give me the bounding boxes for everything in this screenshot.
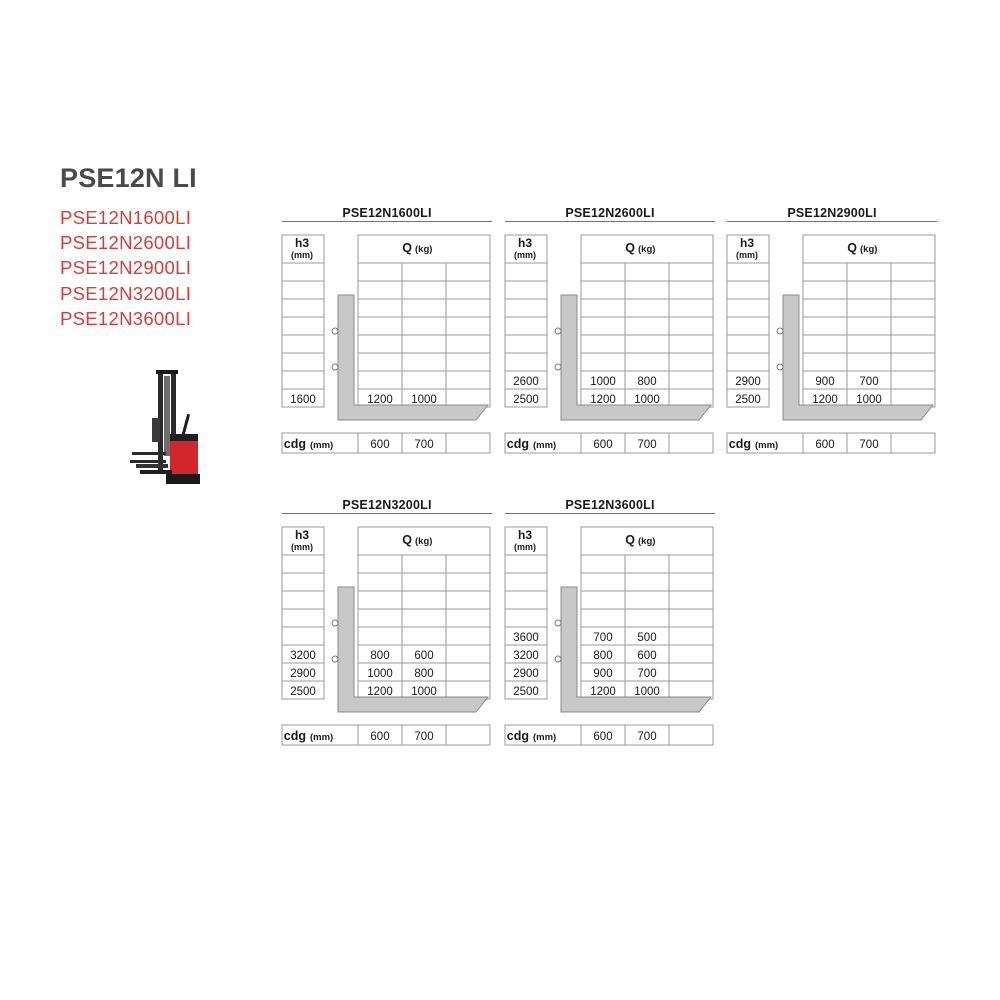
- fork-lower: [130, 460, 166, 463]
- q-value: 1000: [367, 668, 393, 680]
- capacity-diagram: [505, 206, 715, 456]
- body: [170, 438, 198, 478]
- q-grid-border: [358, 235, 490, 407]
- q-value: 600: [637, 650, 657, 662]
- cdg-label: cdg: [506, 729, 529, 743]
- base: [166, 474, 200, 484]
- chart-title: PSE12N2900LI: [787, 206, 877, 220]
- fork-pin: [777, 364, 783, 370]
- cdg-label: cdg: [506, 437, 529, 451]
- q-value: 1000: [634, 394, 660, 406]
- cdg-label: cdg: [283, 437, 306, 451]
- q-label: Q: [402, 241, 412, 255]
- h3-value: 3200: [290, 650, 316, 662]
- cdg-value: 700: [414, 731, 434, 743]
- fork-pin: [332, 620, 338, 626]
- cdg-value: 700: [637, 731, 657, 743]
- capacity-chart-2: [727, 206, 937, 456]
- q-label: Q: [625, 241, 635, 255]
- q-value: 1000: [856, 394, 882, 406]
- h3-unit: (mm): [736, 250, 758, 260]
- q-value: 700: [593, 632, 613, 644]
- fork-pin: [332, 328, 338, 334]
- fork-pin: [332, 364, 338, 370]
- capacity-diagram: [505, 498, 715, 748]
- q-value: 800: [414, 668, 434, 680]
- h3-label: h3: [294, 236, 310, 250]
- cdg-unit: (mm): [310, 440, 334, 451]
- cdg-value: 700: [859, 439, 879, 451]
- q-value: 600: [414, 650, 434, 662]
- chart-title: PSE12N3600LI: [565, 498, 655, 512]
- capacity-diagram: [727, 206, 937, 456]
- q-unit: (kg): [860, 244, 878, 255]
- h3-value: 3200: [513, 650, 539, 662]
- q-unit: (kg): [638, 536, 656, 547]
- h3-unit: (mm): [514, 250, 536, 260]
- fork-pin: [777, 328, 783, 334]
- h3-value: 2500: [513, 394, 539, 406]
- h3-unit: (mm): [291, 542, 313, 552]
- q-value: 900: [593, 668, 613, 680]
- q-value: 800: [370, 650, 390, 662]
- chart-title: PSE12N3200LI: [342, 498, 432, 512]
- h3-value: 1600: [290, 394, 316, 406]
- mast-top: [156, 370, 178, 374]
- cdg-value: 600: [370, 731, 390, 743]
- capacity-chart-1: [505, 206, 715, 456]
- mast-inner: [164, 376, 170, 456]
- q-value: 1200: [367, 394, 393, 406]
- fork-pin: [555, 328, 561, 334]
- h3-label: h3: [517, 236, 533, 250]
- capacity-diagram: [282, 206, 492, 456]
- model-item: PSE12N2600LI: [60, 232, 192, 254]
- h3-value: 2500: [290, 686, 316, 698]
- q-label: Q: [625, 533, 635, 547]
- capacity-chart-4: [505, 498, 715, 748]
- q-value: 800: [593, 650, 613, 662]
- q-value: 1000: [411, 394, 437, 406]
- h3-label: h3: [517, 528, 533, 542]
- h3-value: 2900: [735, 376, 761, 388]
- model-list: [60, 205, 191, 331]
- q-value: 1000: [411, 686, 437, 698]
- chart-title: PSE12N1600LI: [342, 206, 432, 220]
- carriage: [152, 418, 160, 442]
- model-item: PSE12N3600LI: [60, 307, 192, 329]
- q-unit: (kg): [415, 244, 433, 255]
- h3-label: h3: [294, 528, 310, 542]
- q-label: Q: [847, 241, 857, 255]
- fork-pin: [332, 656, 338, 662]
- cdg-value: 600: [815, 439, 835, 451]
- h3-value: 2900: [513, 668, 539, 680]
- cdg-label: cdg: [283, 729, 306, 743]
- q-value: 1200: [590, 686, 616, 698]
- h3-value: 2500: [513, 686, 539, 698]
- h3-label: h3: [739, 236, 755, 250]
- q-value: 800: [637, 376, 657, 388]
- cdg-unit: (mm): [533, 440, 557, 451]
- q-unit: (kg): [415, 536, 433, 547]
- chart-title: PSE12N2600LI: [565, 206, 655, 220]
- fork-upper: [132, 452, 166, 455]
- q-label: Q: [402, 533, 412, 547]
- h3-value: 2500: [735, 394, 761, 406]
- q-value: 1200: [812, 394, 838, 406]
- q-value: 1000: [590, 376, 616, 388]
- fork-pin: [555, 656, 561, 662]
- q-value: 1200: [367, 686, 393, 698]
- q-value: 700: [637, 668, 657, 680]
- h3-unit: (mm): [514, 542, 536, 552]
- q-value: 1000: [634, 686, 660, 698]
- cdg-label: cdg: [728, 437, 751, 451]
- h3-unit: (mm): [291, 250, 313, 260]
- model-item: PSE12N2900LI: [60, 257, 192, 279]
- cdg-unit: (mm): [533, 732, 557, 743]
- q-unit: (kg): [638, 244, 656, 255]
- cdg-unit: (mm): [310, 732, 334, 743]
- h3-value: 2900: [290, 668, 316, 680]
- cdg-value: 600: [593, 439, 613, 451]
- leg-right: [136, 464, 168, 468]
- fork-pin: [555, 620, 561, 626]
- q-value: 700: [859, 376, 879, 388]
- cdg-unit: (mm): [755, 440, 779, 451]
- page-title: PSE12N LI: [60, 163, 197, 193]
- fork-pin: [555, 364, 561, 370]
- model-item: PSE12N1600LI: [60, 207, 192, 228]
- cdg-value: 700: [414, 439, 434, 451]
- capacity-chart-3: [282, 498, 492, 748]
- capacity-diagram: [282, 498, 492, 748]
- stacker-illustration: [126, 366, 206, 491]
- leg-left: [140, 470, 172, 474]
- q-value: 500: [637, 632, 657, 644]
- q-value: 900: [815, 376, 835, 388]
- q-value: 1200: [590, 394, 616, 406]
- h3-value: 3600: [513, 632, 539, 644]
- model-item: PSE12N3200LI: [60, 282, 192, 304]
- cdg-value: 700: [637, 439, 657, 451]
- cdg-value: 600: [370, 439, 390, 451]
- cdg-value: 600: [593, 731, 613, 743]
- capacity-chart-0: [282, 206, 492, 456]
- h3-value: 2600: [513, 376, 539, 388]
- h3-column-border: [282, 235, 324, 407]
